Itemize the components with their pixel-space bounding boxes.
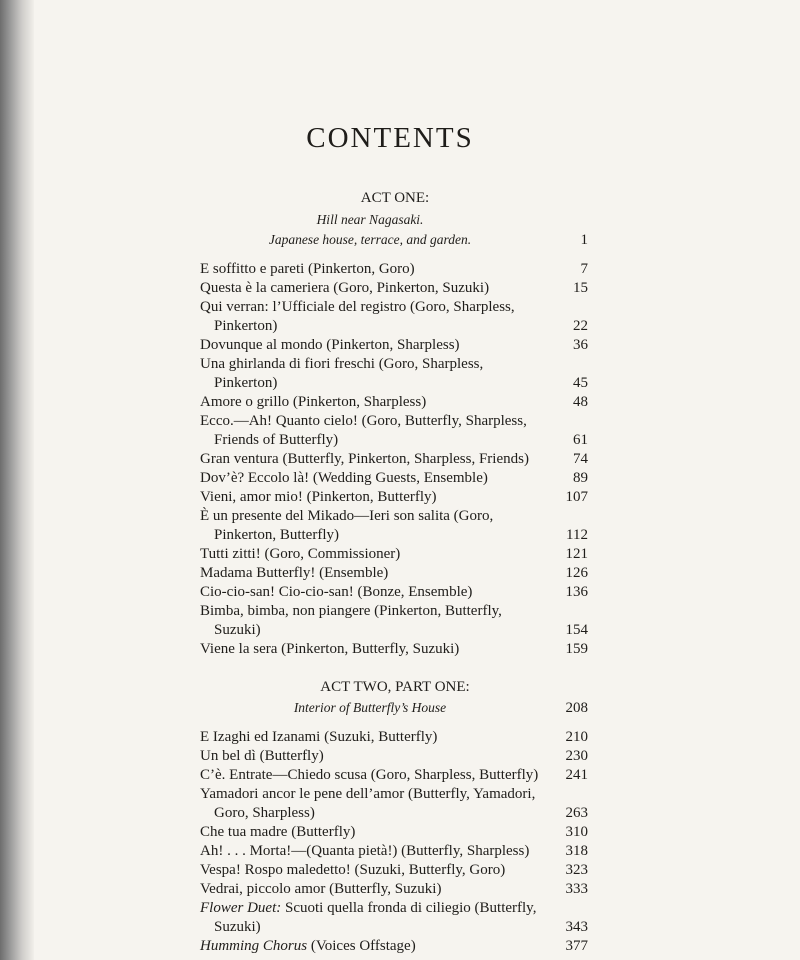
toc-entry-title-text: Viene la sera (Pinkerton, Butterfly, Suzuki) xyxy=(200,641,460,657)
toc-entry-page: 107 xyxy=(565,489,588,505)
toc-entry-page: 159 xyxy=(565,641,588,657)
toc-entry-title xyxy=(200,450,546,469)
act-one-heading: ACT ONE: xyxy=(360,190,430,206)
toc-entry-title-text: Vespa! Rospo maledetto! (Suzuki, Butterfly, Goro) xyxy=(200,862,506,878)
toc-entry xyxy=(200,785,590,823)
toc-entry-title xyxy=(200,823,546,842)
toc-entry-page: 377 xyxy=(565,938,588,954)
toc-entry-title-text: Yamadori ancor le pene dell’amor (Butterfly, Yamadori, Goro, Sharpless) xyxy=(200,786,536,821)
toc-entry-title-text: Scuoti quella fronda di ciliegio (Butterfly, Suzuki) xyxy=(214,900,537,935)
act-two-heading: ACT TWO, PART ONE: xyxy=(320,679,470,695)
toc-entry-title-text: Dovunque al mondo (Pinkerton, Sharpless) xyxy=(200,337,460,353)
toc-entry-page: 74 xyxy=(573,451,588,467)
toc-entry-title xyxy=(200,412,546,450)
toc-entry-title xyxy=(200,260,546,279)
act-one-scene-page: 1 xyxy=(580,232,588,248)
toc-entry-title xyxy=(200,640,546,659)
toc-entry-page: 7 xyxy=(580,261,588,277)
toc-entry-page: 333 xyxy=(565,881,588,897)
toc-entry-page: 310 xyxy=(565,824,588,840)
toc-entry-title-text: Ecco.—Ah! Quanto cielo! (Goro, Butterfly, Sharpless, Friends of Butterfly) xyxy=(200,413,527,448)
toc-entry xyxy=(200,393,590,412)
toc-entry-page: 48 xyxy=(573,394,588,410)
toc-entry xyxy=(200,279,590,298)
toc-entry-title-text: Una ghirlanda di fiori freschi (Goro, Sharpless, Pinkerton) xyxy=(200,356,484,391)
toc-entry xyxy=(200,355,590,393)
toc-entry-page: 230 xyxy=(565,748,588,764)
toc-entry-title-italic: Flower Duet: xyxy=(200,900,282,916)
toc-entry-page: 36 xyxy=(573,337,588,353)
book-binding-shadow xyxy=(0,0,34,960)
toc-entry-title xyxy=(200,545,546,564)
toc-entry-title-text: Madama Butterfly! (Ensemble) xyxy=(200,565,389,581)
toc-entry xyxy=(200,747,590,766)
act-two-entries xyxy=(200,728,590,956)
toc-entry xyxy=(200,545,590,564)
act-one-entries xyxy=(200,260,590,659)
toc-entry-title xyxy=(200,336,546,355)
toc-entry xyxy=(200,488,590,507)
act-one-scene xyxy=(200,232,590,248)
toc-entry-title xyxy=(200,393,546,412)
toc-entry-page: 22 xyxy=(573,318,588,334)
act-one-scene-text: Japanese house, terrace, and garden. xyxy=(268,232,472,247)
toc-entry xyxy=(200,861,590,880)
toc-entry-page: 323 xyxy=(565,862,588,878)
toc-entry-page: 121 xyxy=(565,546,588,562)
act-two-setting xyxy=(200,700,590,716)
toc-entry-page: 318 xyxy=(565,843,588,859)
act-one-setting xyxy=(200,212,590,228)
toc-entry-title xyxy=(200,469,546,488)
toc-entry xyxy=(200,937,590,956)
toc-entry xyxy=(200,766,590,785)
toc-entry-title xyxy=(200,785,546,823)
toc-entry xyxy=(200,564,590,583)
toc-entry xyxy=(200,507,590,545)
toc-entry-title xyxy=(200,602,546,640)
toc-entry-title xyxy=(200,861,546,880)
toc-entry-title-text: E soffitto e pareti (Pinkerton, Goro) xyxy=(200,261,415,277)
toc-entry xyxy=(200,336,590,355)
toc-entry xyxy=(200,602,590,640)
toc-entry-title xyxy=(200,355,546,393)
toc-entry-page: 263 xyxy=(565,805,588,821)
toc-entry xyxy=(200,728,590,747)
toc-entry-page: 61 xyxy=(573,432,588,448)
toc-entry-title xyxy=(200,842,546,861)
toc-entry xyxy=(200,842,590,861)
toc-entry-page: 15 xyxy=(573,280,588,296)
toc-entry-title xyxy=(200,279,546,298)
toc-entry xyxy=(200,823,590,842)
toc-entry xyxy=(200,412,590,450)
toc-entry xyxy=(200,260,590,279)
toc-entry xyxy=(200,450,590,469)
toc-entry-title-text: Vedrai, piccolo amor (Butterfly, Suzuki) xyxy=(200,881,442,897)
toc-entry-title-text: Questa è la cameriera (Goro, Pinkerton, Suzuki) xyxy=(200,280,490,296)
toc-entry xyxy=(200,880,590,899)
toc-entry-title xyxy=(200,728,546,747)
toc-entry-title xyxy=(200,507,546,545)
toc-entry-page: 343 xyxy=(565,919,588,935)
toc-entry-title xyxy=(200,583,546,602)
toc-entry-title-text: Cio-cio-san! Cio-cio-san! (Bonze, Ensemble) xyxy=(200,584,473,600)
toc-entry-title xyxy=(200,298,546,336)
toc-entry-title xyxy=(200,766,546,785)
toc-entry-title-text: Ah! . . . Morta!—(Quanta pietà!) (Butterfly, Sharpless) xyxy=(200,843,530,859)
toc-entry xyxy=(200,640,590,659)
toc-entry-page: 126 xyxy=(565,565,588,581)
toc-entry-title-text: Tutti zitti! (Goro, Commissioner) xyxy=(200,546,401,562)
toc-entry-page: 136 xyxy=(565,584,588,600)
toc-entry-page: 241 xyxy=(565,767,588,783)
toc-entry-title xyxy=(200,747,546,766)
toc-entry-page: 154 xyxy=(565,622,588,638)
toc-entry-title-text: (Voices Offstage) xyxy=(307,938,416,954)
toc-entry-page: 112 xyxy=(566,527,588,543)
toc-entry xyxy=(200,469,590,488)
page-title: CONTENTS xyxy=(306,122,474,154)
toc-entry-title-text: Dov’è? Eccolo là! (Wedding Guests, Ensemble) xyxy=(200,470,488,486)
toc-entry xyxy=(200,298,590,336)
toc-entry xyxy=(200,583,590,602)
toc-entry-page: 89 xyxy=(573,470,588,486)
toc-entry-title xyxy=(200,880,546,899)
toc-entry-title xyxy=(200,488,546,507)
toc-entry-title-text: Amore o grillo (Pinkerton, Sharpless) xyxy=(200,394,427,410)
toc-entry-title xyxy=(200,564,546,583)
toc-entry-title-text: Vieni, amor mio! (Pinkerton, Butterfly) xyxy=(200,489,437,505)
toc-entry-title-text: Qui verran: l’Ufficiale del registro (Goro, Sharpless, Pinkerton) xyxy=(200,299,515,334)
toc-entry-title-text: C’è. Entrate—Chiedo scusa (Goro, Sharpless, Butterfly) xyxy=(200,767,539,783)
act-one-setting-text: Hill near Nagasaki. xyxy=(316,212,424,227)
toc-entry-title xyxy=(200,937,546,956)
toc-entry-title xyxy=(200,899,546,937)
toc-entry-page: 45 xyxy=(573,375,588,391)
toc-entry xyxy=(200,899,590,937)
contents-page xyxy=(200,0,590,960)
toc-entry-title-text: È un presente del Mikado—Ieri son salita (Goro, Pinkerton, Butterfly) xyxy=(200,508,494,543)
toc-entry-title-text: Bimba, bimba, non piangere (Pinkerton, Butterfly, Suzuki) xyxy=(200,603,502,638)
toc-entry-title-text: Gran ventura (Butterfly, Pinkerton, Sharpless, Friends) xyxy=(200,451,529,467)
toc-entry-title-text: Che tua madre (Butterfly) xyxy=(200,824,356,840)
act-two-setting-page: 208 xyxy=(565,700,588,716)
toc-entry-title-italic: Humming Chorus xyxy=(200,938,308,954)
act-two-setting-text: Interior of Butterfly’s House xyxy=(293,700,447,715)
toc-entry-title-text: E Izaghi ed Izanami (Suzuki, Butterfly) xyxy=(200,729,438,745)
toc-entry-title-text: Un bel dì (Butterfly) xyxy=(200,748,324,764)
toc-entry-page: 210 xyxy=(565,729,588,745)
